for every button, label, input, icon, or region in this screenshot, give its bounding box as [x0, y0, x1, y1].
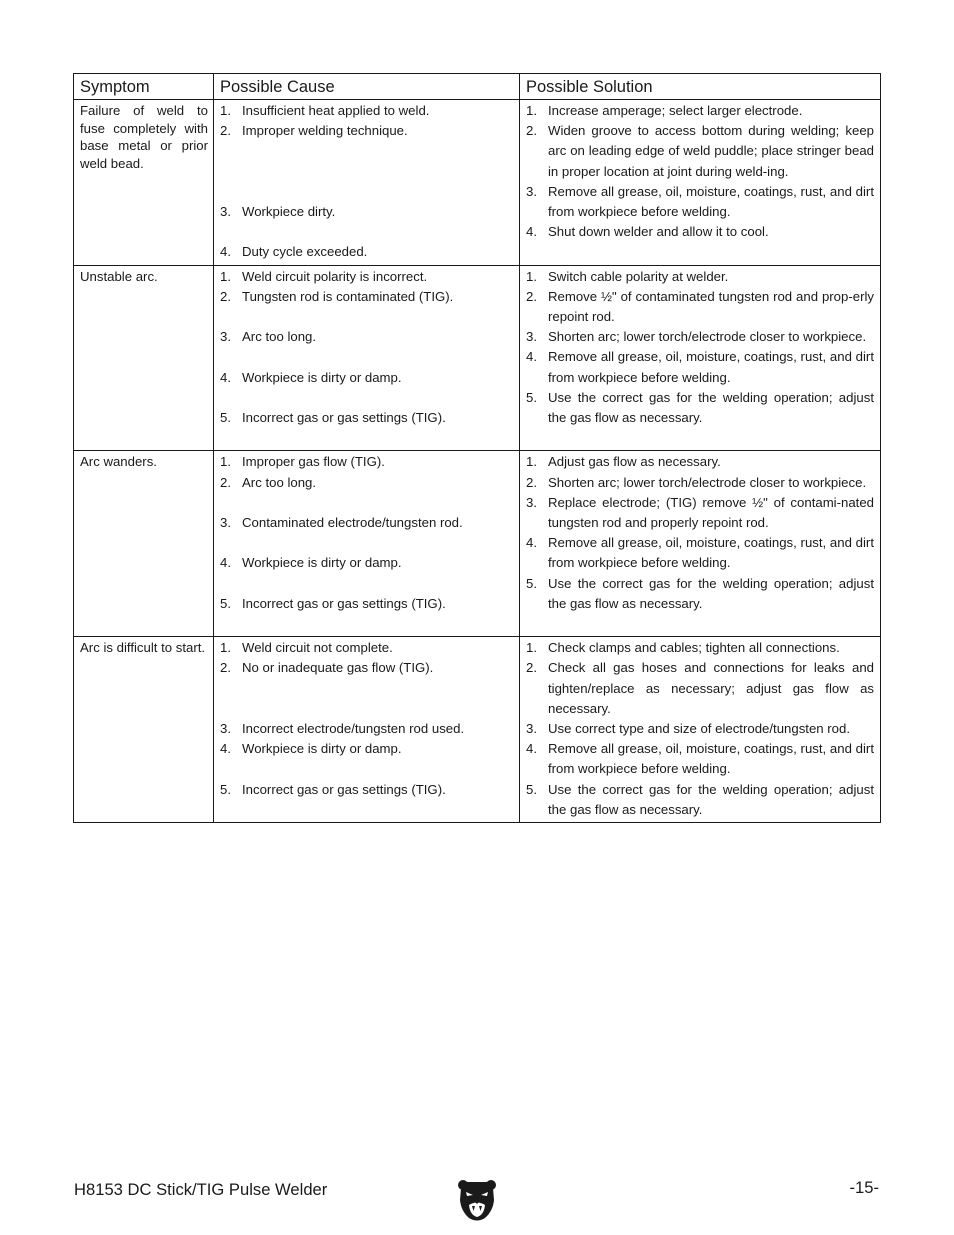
solution-item	[526, 780, 874, 820]
cause-item	[220, 327, 513, 367]
possible-cause-cell	[214, 451, 520, 637]
cause-text: No or inadequate gas flow (TIG).	[242, 660, 434, 676]
cause-text: Incorrect gas or gas settings (TIG).	[242, 781, 446, 797]
symptom-cell: Arc is difficult to start.	[74, 637, 214, 823]
solution-item	[526, 222, 874, 242]
possible-solution-cell	[520, 451, 881, 637]
cause-number: 4.	[220, 741, 231, 757]
cause-text: Insufficient heat applied to weld.	[242, 103, 430, 118]
possible-cause-cell	[214, 265, 520, 451]
possible-solution-cell	[520, 100, 881, 266]
solution-number: 4.	[526, 224, 537, 240]
solution-item	[526, 327, 874, 347]
cause-number: 5.	[220, 595, 231, 611]
cause-number: 3.	[220, 514, 231, 530]
solution-number: 4.	[526, 741, 537, 757]
symptom-cell: Arc wanders.	[74, 451, 214, 637]
solution-number: 2.	[526, 660, 537, 676]
cause-number: 3.	[220, 204, 231, 219]
solution-text: Switch cable polarity at welder.	[548, 268, 729, 284]
solution-text: Check all gas hoses and connections for leaks and tighten/replace as necessary; adjust gas flow as necessary.	[548, 660, 874, 716]
cause-number: 1.	[220, 268, 231, 284]
possible-cause-cell	[214, 100, 520, 266]
cause-item	[220, 101, 513, 121]
solution-number: 2.	[526, 123, 537, 139]
cause-text: Incorrect gas or gas settings (TIG).	[242, 595, 446, 611]
cause-item	[220, 267, 513, 287]
cause-number: 3.	[220, 720, 231, 736]
cause-number: 2.	[220, 660, 231, 676]
solution-number: 1.	[526, 454, 537, 470]
cause-number: 5.	[220, 781, 231, 797]
cause-item	[220, 287, 513, 327]
solution-item	[526, 638, 874, 658]
solution-item	[526, 739, 874, 779]
cause-text: Weld circuit polarity is incorrect.	[242, 268, 428, 284]
cause-text: Workpiece is dirty or damp.	[242, 741, 402, 757]
solution-number: 1.	[526, 640, 537, 656]
header-possible-cause: Possible Cause	[214, 74, 520, 100]
cause-number: 3.	[220, 329, 231, 345]
solution-item	[526, 473, 874, 493]
solution-text: Shorten arc; lower torch/electrode closer to workpiece.	[548, 329, 867, 345]
solution-item	[526, 121, 874, 182]
cause-item	[220, 594, 513, 634]
solution-text: Use the correct gas for the welding operation; adjust the gas flow as necessary.	[548, 575, 874, 611]
solution-number: 1.	[526, 103, 537, 118]
troubleshooting-table	[73, 73, 881, 823]
cause-item	[220, 658, 513, 719]
solution-number: 2.	[526, 474, 537, 490]
possible-solution-cell	[520, 637, 881, 823]
cause-item	[220, 242, 513, 262]
solution-text: Replace electrode; (TIG) remove ½" of contami-nated tungsten rod and properly repoint rod.	[548, 494, 874, 530]
cause-text: Incorrect gas or gas settings (TIG).	[242, 409, 446, 425]
possible-solution-cell	[520, 265, 881, 451]
solution-text: Use the correct gas for the welding operation; adjust the gas flow as necessary.	[548, 389, 874, 426]
cause-item	[220, 473, 513, 513]
cause-text: Duty cycle exceeded.	[242, 244, 368, 260]
solution-text: Remove all grease, oil, moisture, coatings, rust, and dirt from workpiece before welding.	[548, 741, 874, 777]
solution-number: 4.	[526, 349, 537, 365]
cause-item	[220, 202, 513, 242]
header-possible-solution: Possible Solution	[520, 74, 881, 100]
cause-text: Incorrect electrode/tungsten rod used.	[242, 720, 465, 736]
cause-number: 5.	[220, 409, 231, 425]
solution-text: Widen groove to access bottom during welding; keep arc on leading edge of weld puddle; place stringer bead in proper location at joint during weld-ing.	[548, 123, 874, 179]
solution-number: 1.	[526, 268, 537, 284]
cause-number: 1.	[220, 454, 231, 470]
cause-item	[220, 452, 513, 472]
cause-text: Contaminated electrode/tungsten rod.	[242, 514, 463, 530]
solution-item	[526, 388, 874, 428]
cause-text: Arc too long.	[242, 474, 317, 490]
cause-number: 4.	[220, 555, 231, 571]
cause-item	[220, 121, 513, 202]
solution-text: Remove ½" of contaminated tungsten rod and prop-erly repoint rod.	[548, 288, 874, 324]
solution-number: 3.	[526, 494, 537, 510]
solution-text: Remove all grease, oil, moisture, coatings, rust, and dirt from workpiece before welding.	[548, 349, 874, 385]
bear-head-icon	[457, 1178, 497, 1222]
solution-text: Shorten arc; lower torch/electrode closer to workpiece.	[548, 474, 867, 490]
solution-item	[526, 347, 874, 387]
cause-item	[220, 719, 513, 739]
solution-item	[526, 267, 874, 287]
cause-text: Workpiece dirty.	[242, 204, 336, 219]
solution-text: Remove all grease, oil, moisture, coatings, rust, and dirt from workpiece before welding.	[548, 183, 874, 220]
cause-item	[220, 513, 513, 553]
solution-item	[526, 533, 874, 573]
table-header-row	[74, 74, 881, 100]
cause-number: 4.	[220, 369, 231, 385]
solution-number: 4.	[526, 535, 537, 551]
cause-item	[220, 739, 513, 779]
solution-item	[526, 574, 874, 614]
symptom-cell: Unstable arc.	[74, 265, 214, 451]
cause-text: Weld circuit not complete.	[242, 640, 393, 656]
solution-number: 5.	[526, 781, 537, 797]
solution-text: Shut down welder and allow it to cool.	[548, 224, 769, 240]
solution-item	[526, 182, 874, 222]
solution-number: 5.	[526, 389, 537, 405]
cause-item	[220, 553, 513, 593]
cause-number: 1.	[220, 103, 231, 118]
cause-text: Improper gas flow (TIG).	[242, 454, 385, 470]
solution-number: 3.	[526, 183, 537, 199]
cause-number: 2.	[220, 474, 231, 490]
solution-text: Remove all grease, oil, moisture, coatings, rust, and dirt from workpiece before welding.	[548, 535, 874, 571]
table-row	[74, 637, 881, 823]
solution-text: Use correct type and size of electrode/tungsten rod.	[548, 720, 851, 736]
cause-item	[220, 780, 513, 820]
table-row	[74, 265, 881, 451]
table-row	[74, 100, 881, 266]
solution-number: 3.	[526, 329, 537, 345]
cause-number: 2.	[220, 123, 231, 139]
page-number: -15-	[849, 1178, 879, 1197]
possible-cause-cell	[214, 637, 520, 823]
solution-number: 3.	[526, 720, 537, 736]
solution-text: Use the correct gas for the welding operation; adjust the gas flow as necessary.	[548, 781, 874, 817]
cause-text: Improper welding technique.	[242, 123, 408, 139]
solution-item	[526, 658, 874, 719]
footer-manual-title: H8153 DC Stick/TIG Pulse Welder	[74, 1180, 328, 1199]
solution-number: 5.	[526, 575, 537, 591]
cause-text: Workpiece is dirty or damp.	[242, 555, 402, 571]
cause-number: 4.	[220, 244, 231, 260]
cause-item	[220, 408, 513, 448]
header-symptom: Symptom	[74, 74, 214, 100]
table-row	[74, 451, 881, 637]
solution-text: Increase amperage; select larger electrode.	[548, 103, 803, 118]
symptom-cell: Failure of weld to fuse completely with base metal or prior weld bead.	[74, 100, 214, 266]
solution-item	[526, 719, 874, 739]
cause-item	[220, 638, 513, 658]
solution-item	[526, 452, 874, 472]
solution-item	[526, 287, 874, 327]
cause-text: Workpiece is dirty or damp.	[242, 369, 402, 385]
cause-text: Arc too long.	[242, 329, 317, 345]
cause-text: Tungsten rod is contaminated (TIG).	[242, 288, 454, 304]
solution-number: 2.	[526, 288, 537, 304]
solution-text: Adjust gas flow as necessary.	[548, 454, 721, 470]
solution-item	[526, 101, 874, 121]
solution-text: Check clamps and cables; tighten all connections.	[548, 640, 840, 656]
solution-item	[526, 493, 874, 533]
cause-item	[220, 368, 513, 408]
cause-number: 1.	[220, 640, 231, 656]
cause-number: 2.	[220, 288, 231, 304]
